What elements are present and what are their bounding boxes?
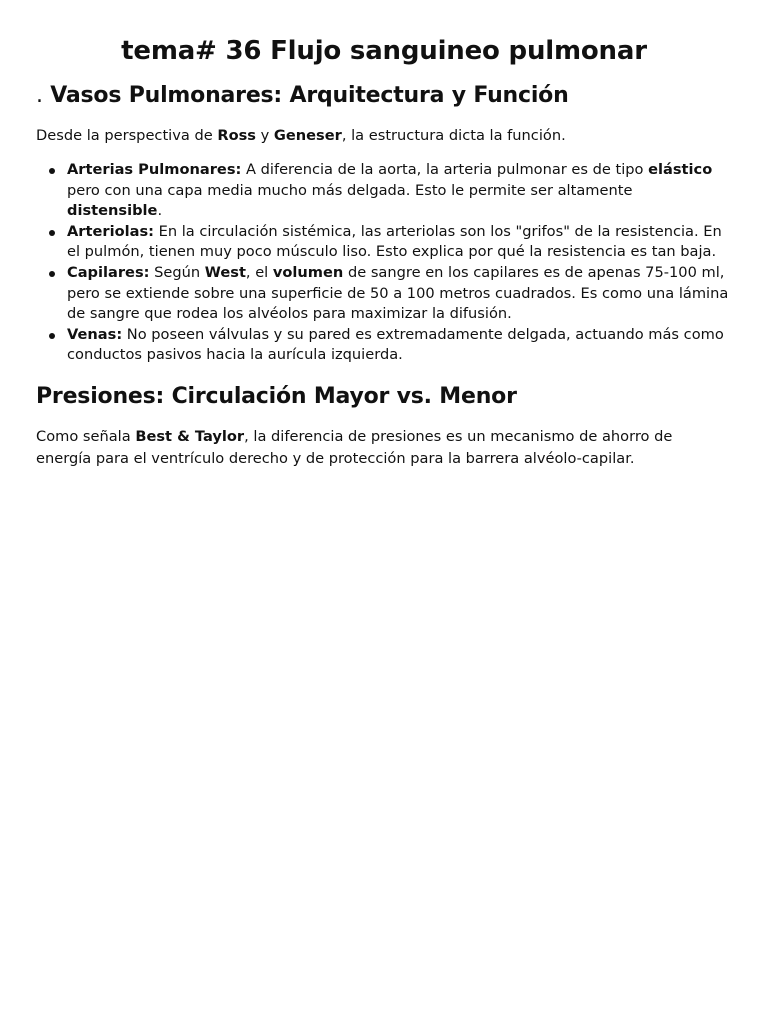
list-item-arterias [67, 160, 732, 222]
list-item-text: , el [245, 263, 273, 281]
list-item-term: Venas: [67, 325, 123, 343]
author-ross: Ross [217, 127, 256, 144]
emphasis-volumen: volumen [272, 263, 344, 281]
author-best-taylor: Best & Taylor [135, 427, 245, 445]
intro-text: Desde la perspectiva de [36, 127, 218, 144]
list-item-text: de sangre en los capilares es de apenas 75-100 ml, pero se extiende sobre una superficie de 50 a 100 metros cuadrados. Es como una lámina de sangre que rodea los alvéolos para maximizar la difusión. [67, 263, 729, 323]
document-title: tema# 36 Flujo sanguineo pulmonar [121, 36, 647, 66]
list-item-text: Según [149, 263, 205, 281]
list-item-capilares [67, 263, 732, 325]
list-item-venas [67, 325, 732, 366]
emphasis-elastico: elástico [648, 161, 713, 178]
vessel-list [36, 160, 732, 366]
intro-text: , la estructura dicta la función. [341, 127, 566, 144]
intro-text: y [255, 127, 274, 144]
list-item-term: Arteriolas: [67, 222, 154, 240]
list-item-arteriolas [67, 222, 732, 263]
section-heading-prefix: . [36, 83, 43, 108]
list-item-text: A diferencia de la aorta, la arteria pulmonar es de tipo [241, 161, 649, 178]
section-heading-presiones: Presiones: Circulación Mayor vs. Menor [36, 383, 517, 409]
list-item-term: Arterias Pulmonares: [67, 161, 242, 178]
emphasis-distensible: distensible [67, 202, 158, 220]
list-item-text: No poseen válvulas y su pared es extremadamente delgada, actuando más como conductos pasivos hacia la aurícula izquierda. [67, 325, 724, 364]
list-item-text: pero con una capa media mucho más delgada. Esto le permite ser altamente [67, 181, 633, 199]
section-heading-text: Vasos Pulmonares: Arquitectura y Función [50, 83, 569, 108]
paragraph-text: , la diferencia de presiones es un mecanismo de ahorro de energía para el ventrículo derecho y de protección para la barrera alvéolo-capilar. [36, 427, 673, 467]
author-west: West [204, 263, 246, 281]
list-item-text: En la circulación sistémica, las arteriolas son los "grifos" de la resistencia. En el pulmón, tienen muy poco músculo liso. Esto explica por qué la resistencia es tan baja. [67, 222, 722, 261]
section-heading-vasos [36, 81, 732, 111]
intro-paragraph [36, 125, 732, 147]
paragraph-text: Como señala [36, 427, 136, 445]
list-item-term: Capilares: [67, 263, 150, 281]
list-item-text: . [157, 202, 163, 220]
presiones-paragraph [36, 426, 732, 470]
author-geneser: Geneser [273, 127, 342, 144]
